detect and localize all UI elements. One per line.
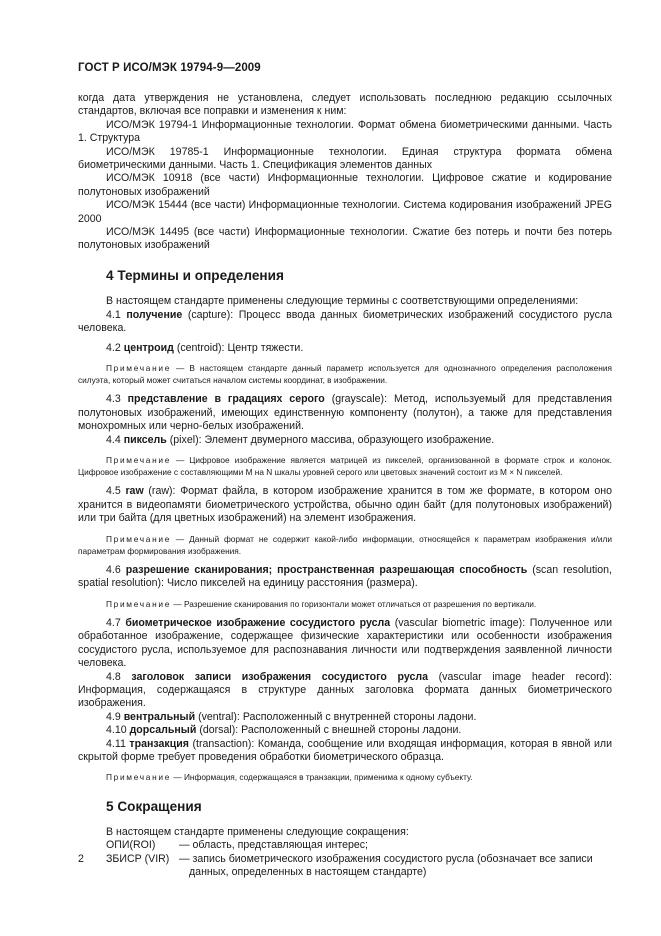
term-number: 4.9 xyxy=(106,710,121,723)
term-text: Расположенный с внешней стороны ладони. xyxy=(241,724,462,737)
note-text: — Разрешение сканирования по горизонтали может отличаться от разрешения по вертикали. xyxy=(173,598,537,609)
term-number: 4.5 xyxy=(106,485,121,498)
term-text: Элемент двумерного массива, образующего изображение. xyxy=(204,433,495,446)
term-english: (grayscale): xyxy=(331,393,388,406)
note-label: Примечание xyxy=(106,454,172,465)
term-text: Информация, содержащаяся в структуре данных заголовка формата данных биометрического изображения. xyxy=(78,684,612,710)
abbreviation-text: — запись биометрического изображения сосудистого русла (обозначает все записи данных, определенных в настоящем стандарте) xyxy=(179,852,593,879)
page-content xyxy=(78,92,612,880)
section-5-lead: В настоящем стандарте применены следующие сокращения: xyxy=(106,826,409,839)
note-text: — Данный формат не содержит какой-либо информации, относящейся к параметрам изображения и/или параметрам формирования изображения. xyxy=(78,533,612,556)
term-definition xyxy=(78,738,612,765)
term-name: raw xyxy=(125,485,144,498)
page-number: 2 xyxy=(78,853,84,865)
term-number: 4.1 xyxy=(106,308,121,321)
term-number: 4.6 xyxy=(106,563,121,576)
term-note xyxy=(78,598,612,610)
term-definition xyxy=(78,393,612,433)
section-4-lead: В настоящем стандарте применены следующие термины с соответствующими определениями: xyxy=(106,295,579,308)
section-5-heading: 5 Сокращения xyxy=(106,798,202,814)
term-definition xyxy=(78,309,612,336)
section-4-heading: 4 Термины и определения xyxy=(106,267,284,283)
term-english: (vascular image header record): xyxy=(438,670,612,683)
term-number: 4.3 xyxy=(106,393,121,406)
abbreviation-item xyxy=(78,853,612,880)
term-name: центроид xyxy=(123,341,174,354)
term-name: заголовок записи изображения сосудистого русла xyxy=(131,670,428,683)
abbreviation-text: — область, представляющая интерес; xyxy=(179,839,368,852)
term-english: (transaction): xyxy=(192,737,255,750)
term-english: (vascular biometric image): xyxy=(394,616,526,629)
term-note xyxy=(78,454,612,478)
term-english: (scan resolution, spatial resolution): xyxy=(78,563,612,590)
reference-item: ИСО/МЭК 10918 (все части) Информационные технологии. Цифровое сжатие и кодирование полутоновых изображений xyxy=(78,172,612,198)
term-definition xyxy=(78,724,612,737)
term-name: вентральный xyxy=(123,710,196,723)
term-english: (centroid): xyxy=(176,341,225,354)
term-definition xyxy=(78,564,612,591)
term-name: получение xyxy=(126,308,183,321)
note-text: — Цифровое изображение является матрицей из пикселей, организованной в формате строк и колонок. Цифровое изображение с составляющими М на N шкалы уровней серого или цветовых значений состоит из М × N пикселей. xyxy=(78,454,612,478)
term-text: Процесс ввода данных биометрических изображений сосудистого русла человека. xyxy=(78,308,612,335)
abbreviation-key: ОПИ(ROI) xyxy=(106,839,156,852)
term-name: представление в градациях серого xyxy=(127,393,325,406)
term-name: разрешение сканирования; пространственная разрешающая способность xyxy=(125,563,528,576)
term-definition xyxy=(78,617,612,671)
term-text: Число пикселей на единицу расстояния (размера). xyxy=(166,577,418,590)
term-english: (capture): xyxy=(187,308,234,321)
term-definition xyxy=(78,711,612,724)
term-text: Метод, используемый для представления полутоновых изображений, имеющих единственную компоненту (полутон), а также для представления монохромных или черно-белых изображений. xyxy=(78,393,613,433)
term-definition xyxy=(78,485,612,525)
reference-item: ИСО/МЭК 15444 (все части) Информационные технологии. Система кодирования изображений JPEG 2000 xyxy=(78,199,612,225)
term-definition xyxy=(78,671,612,711)
abbreviation-item xyxy=(78,839,612,852)
term-english: (pixel): xyxy=(169,433,202,446)
term-number: 4.2 xyxy=(106,341,121,354)
term-definition xyxy=(78,434,612,447)
term-text: Формат файла, в котором изображение хранится в том же формате, в котором оно хранится в видеопамяти биометрического устройства, обычно один байт (для полутоновых изображений) или три байта (для цветных изображений) на элемент изображения. xyxy=(78,485,612,525)
note-label: Примечание xyxy=(106,533,172,544)
abbreviation-key: ЗБИСР (VIR) xyxy=(106,852,170,865)
term-note xyxy=(78,533,612,557)
term-note xyxy=(78,362,612,386)
reference-item: ИСО/МЭК 19785-1 Информационные технологии. Единая структура формата обмена биометрическими данными. Часть 1. Спецификация элементов данных xyxy=(78,145,612,172)
term-english: (raw): xyxy=(148,485,176,498)
term-english: (dorsal): xyxy=(199,724,239,737)
term-text: Команда, сообщение или входящая информация, которая в явной или скрытой форме требует проведения обработки биометрического образца. xyxy=(78,737,612,764)
document-header: ГОСТ Р ИСО/МЭК 19794-9—2009 xyxy=(78,62,261,74)
term-english: (ventral): xyxy=(198,710,240,723)
term-name: дорсальный xyxy=(129,724,197,737)
note-label: Примечание xyxy=(106,598,172,609)
term-number: 4.11 xyxy=(106,737,126,750)
term-name: биометрическое изображение сосудистого русла xyxy=(125,616,391,629)
term-number: 4.4 xyxy=(106,433,121,446)
term-number: 4.8 xyxy=(106,670,121,683)
term-number: 4.10 xyxy=(106,724,127,737)
term-number: 4.7 xyxy=(106,616,121,629)
term-text: Центр тяжести. xyxy=(227,341,304,354)
term-name: пиксель xyxy=(123,433,167,446)
term-text: Полученное или обработанное изображение, содержащее физические характеристики или особенности изображения сосудистого русла, используемое для распознавания личности или подтверждения заявленной личности человека. xyxy=(78,616,612,670)
term-definition xyxy=(78,342,612,355)
intro-paragraph: когда дата утверждения не установлена, следует использовать последнюю редакцию ссылочных стандартов, включая все поправки и изменения к ним: xyxy=(78,92,612,118)
note-label: Примечание xyxy=(106,362,172,373)
reference-item: ИСО/МЭК 19794-1 Информационные технологии. Формат обмена биометрическими данными. Часть 1. Структура xyxy=(78,118,612,145)
note-label: Примечание xyxy=(106,772,172,783)
note-text: — В настоящем стандарте данный параметр используется для однозначного определения расположения силуэта, который может считаться началом системы координат, в изображении. xyxy=(78,362,612,386)
note-text: — Информация, содержащаяся в транзакции, применима к одному субъекту. xyxy=(173,772,473,783)
reference-item: ИСО/МЭК 14495 (все части) Информационные технологии. Сжатие без потерь и почти без потерь полутоновых изображений xyxy=(78,226,612,252)
term-text: Расположенный с внутренней стороны ладони. xyxy=(242,710,477,723)
term-name: транзакция xyxy=(129,737,189,750)
term-note xyxy=(78,771,612,783)
